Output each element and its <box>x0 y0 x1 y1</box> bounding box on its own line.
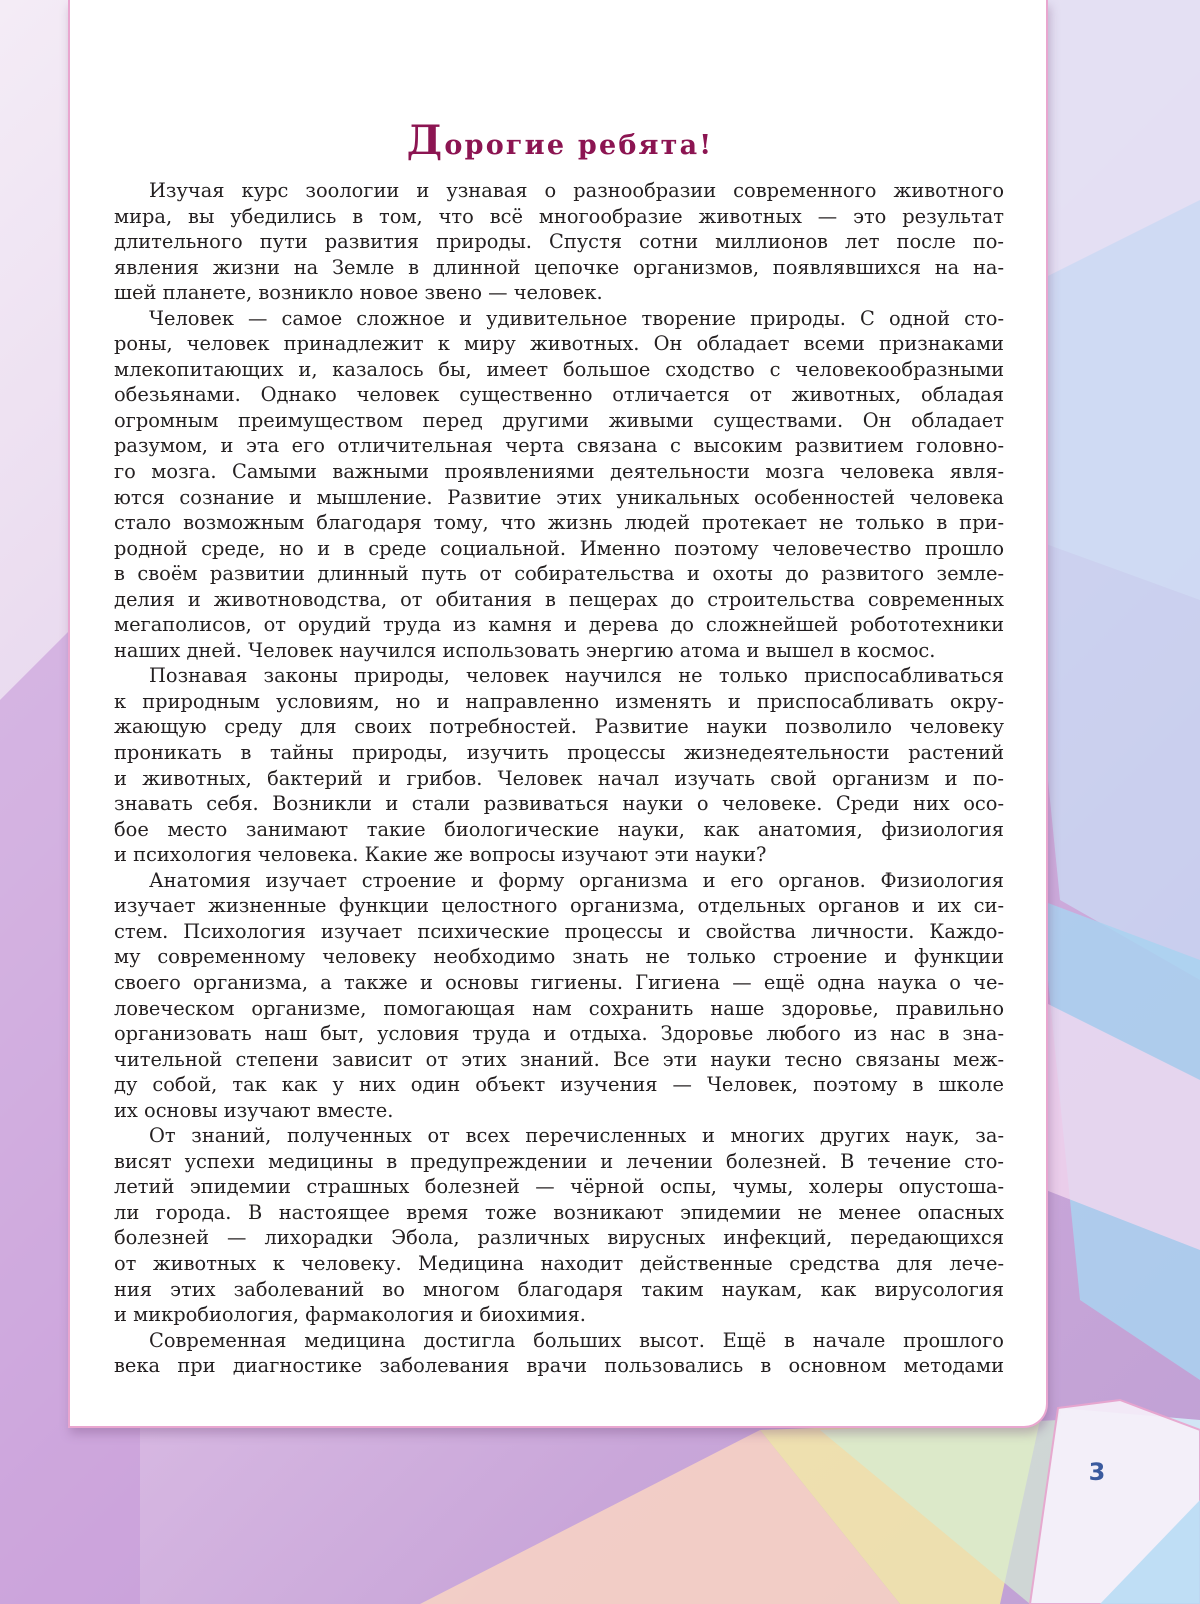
title-first-letter: Д <box>406 117 445 164</box>
text-line: своего организма, а также и основы гигиены. Гигиена — ещё одна наука о че- <box>114 970 1004 994</box>
text-line: чительной степени зависит от этих знаний. Все эти науки тесно связаны меж- <box>114 1047 1004 1071</box>
text-line: родной среде, но и в среде социальной. Именно поэтому человечество прошло <box>114 536 1004 560</box>
text-line: наших дней. Человек научился использовать энергию атома и вышел в космос. <box>114 638 936 662</box>
text-line: млекопитающих и, казалось бы, имеет большое сходство с человекообразными <box>114 357 1004 381</box>
text-line: организовать наш быт, условия труда и отдыха. Здоровье любого из нас в зна- <box>114 1022 1004 1046</box>
text-line: от животных к человеку. Медицина находит действенные средства для лече- <box>114 1251 1004 1275</box>
text-line: и микробиология, фармакология и биохимия. <box>114 1303 586 1327</box>
text-line: стем. Психология изучает психические процессы и свойства личности. Каждо- <box>114 919 1004 943</box>
text-line: стало возможным благодаря тому, что жизнь людей протекает не только в при- <box>114 511 1004 535</box>
text-line: обезьянами. Однако человек существенно отличается от животных, обладая <box>114 383 1004 407</box>
text-line: му современному человеку необходимо знать не только строение и функции <box>114 945 1004 969</box>
text-line: висят успехи медицины в предупреждении и лечении болезней. В течение сто- <box>114 1149 1004 1173</box>
text-line: делия и животноводства, от обитания в пещерах до строительства современных <box>114 587 1004 611</box>
text-line: века при диагностике заболевания врачи пользовались в основном методами <box>114 1354 1004 1378</box>
text-line: жающую среду для своих потребностей. Развитие науки позволило человеку <box>114 715 1004 739</box>
text-line: Познавая законы природы, человек научился не только приспосабливаться <box>149 664 1004 688</box>
text-line: к природным условиям, но и направленно изменять и приспосабливать окру- <box>114 689 1004 713</box>
text-line: и психология человека. Какие же вопросы изучают эти науки? <box>114 843 767 867</box>
text-line: проникать в тайны природы, изучить процессы жизнедеятельности растений <box>114 741 1004 765</box>
text-line: болезней — лихорадки Эбола, различных вирусных инфекций, передающихся <box>114 1226 1004 1250</box>
text-line: Человек — самое сложное и удивительное творение природы. С одной сто- <box>149 306 1004 330</box>
text-line: их основы изучают вместе. <box>114 1098 394 1122</box>
text-line: и животных, бактерий и грибов. Человек начал изучать свой организм и по- <box>114 766 1004 790</box>
text-line: бое место занимают такие биологические науки, как анатомия, физиология <box>114 817 1004 841</box>
text-line: шей планете, возникло новое звено — человек. <box>114 281 603 305</box>
title-rest: орогие ребята! <box>444 130 714 161</box>
text-line: длительного пути развития природы. Спустя сотни миллионов лет после по- <box>114 230 1004 254</box>
text-line: огромным преимуществом перед другими живыми существами. Он обладает <box>114 408 1004 432</box>
text-line: роны, человек принадлежит к миру животных. Он обладает всеми признаками <box>114 332 1004 356</box>
text-line: в своём развитии длинный путь от собирательства и охоты до развитого земле- <box>114 562 1004 586</box>
text-line: От знаний, полученных от всех перечисленных и многих других наук, за- <box>149 1124 1004 1148</box>
text-line: разумом, и эта его отличительная черта связана с высоким развитием головно- <box>114 434 1004 458</box>
text-line: изучает жизненные функции целостного организма, отдельных органов и их си- <box>114 894 1004 918</box>
text-line: знавать себя. Возникли и стали развиваться науки о человеке. Среди них осо- <box>114 792 1004 816</box>
text-line: Современная медицина достигла больших высот. Ещё в начале прошлого <box>149 1328 1004 1352</box>
text-line: ются сознание и мышление. Развитие этих уникальных особенностей человека <box>114 485 1004 509</box>
text-line: мегаполисов, от орудий труда из камня и дерева до сложнейшей робототехники <box>114 613 1004 637</box>
text-line: летий эпидемии страшных болезней — чёрной оспы, чумы, холеры опустоша- <box>114 1175 1004 1199</box>
text-line: явления жизни на Земле в длинной цепочке организмов, появлявшихся на на- <box>114 255 1004 279</box>
text-line: мира, вы убедились в том, что всё многообразие животных — это результат <box>114 204 1004 228</box>
text-line: ловеческом организме, помогающая нам сохранить наше здоровье, правильно <box>114 996 1004 1020</box>
text-line: го мозга. Самыми важными проявлениями деятельности мозга человека явля- <box>114 460 1004 484</box>
text-line: Изучая курс зоологии и узнавая о разнообразии современного животного <box>149 179 1004 202</box>
text-line: Анатомия изучает строение и форму организма и его органов. Физиология <box>149 868 1004 892</box>
page-title <box>70 117 1050 164</box>
page-number: 3 <box>1088 1458 1106 1486</box>
text-line: ли города. В настоящее время тоже возникают эпидемии не менее опасных <box>114 1200 1004 1224</box>
body-text <box>114 178 1004 1379</box>
text-line: ния этих заболеваний во многом благодаря таким наукам, как вирусология <box>114 1277 1004 1301</box>
text-line: ду собой, так как у них один объект изучения — Человек, поэтому в школе <box>114 1073 1004 1097</box>
page-card <box>68 0 1048 1428</box>
